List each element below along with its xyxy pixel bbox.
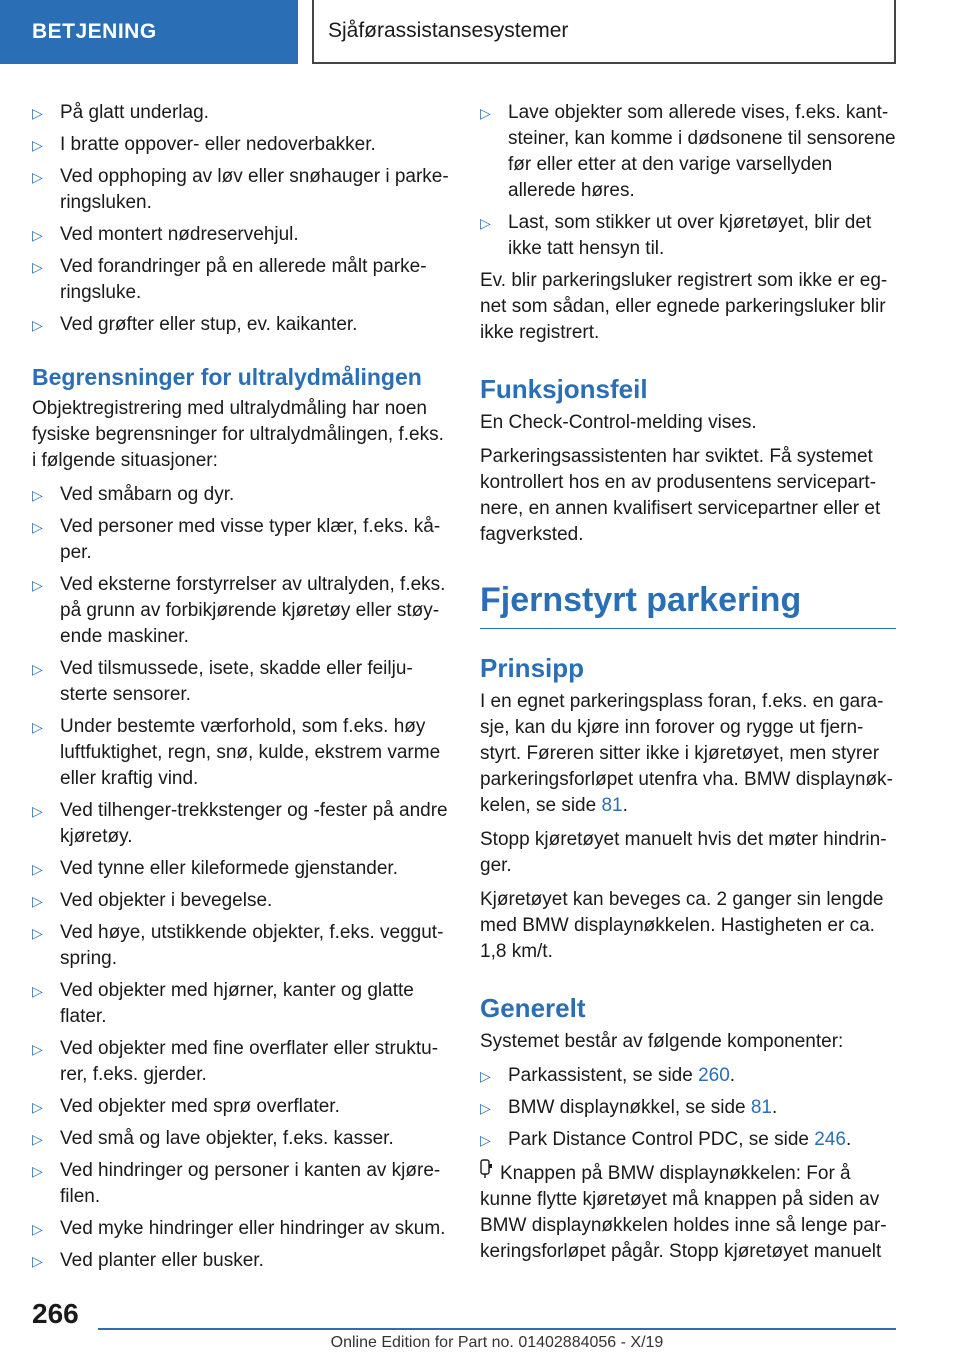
- triangle-bullet-icon: ▷: [32, 861, 43, 877]
- list-item: ▷ På glatt underlag.: [32, 100, 450, 126]
- list-item: ▷ Ved objekter med fine overflater eller strukturer, f.eks. gjerder.: [32, 1036, 450, 1088]
- triangle-bullet-icon: ▷: [32, 105, 43, 121]
- limitations-heading: Begrensninger for ultralydmålingen: [32, 364, 422, 390]
- general-heading: Generelt: [480, 993, 586, 1023]
- fault-paragraph-2: Parkeringsassistenten har sviktet. Få systemet kontrollert hos en av produsentens servicepartnere, en annen kvalifisert servicepartner eller et fagverksted.: [480, 446, 881, 545]
- triangle-bullet-icon: ▷: [32, 1221, 43, 1237]
- list-item: ▷ Ved montert nødreservehjul.: [32, 222, 450, 248]
- list-item: ▷ Ved personer med visse typer klær, f.eks. kåper.: [32, 514, 450, 566]
- list-item: ▷ Last, som stikker ut over kjøretøyet, blir det ikke tatt hensyn til.: [480, 210, 896, 262]
- triangle-bullet-icon: ▷: [32, 925, 43, 941]
- page-number: 266: [32, 1298, 79, 1329]
- triangle-bullet-icon: ▷: [32, 227, 43, 243]
- principle-heading: Prinsipp: [480, 653, 585, 683]
- list-item: ▷ Ved eksterne forstyrrelser av ultralyden, f.eks. på grunn av forbikjørende kjøretøy eller støyende maskiner.: [32, 572, 450, 650]
- triangle-bullet-icon: ▷: [32, 1099, 43, 1115]
- triangle-bullet-icon: ▷: [32, 317, 43, 333]
- list-item: ▷ Parkassistent, se side 260.: [480, 1063, 896, 1089]
- registration-paragraph: Ev. blir parkeringsluker registrert som ikke er egnet som sådan, eller egnede parkeringsluker blir ikke registrert.: [480, 270, 888, 343]
- triangle-bullet-icon: ▷: [32, 1253, 43, 1269]
- bullet-list-right-top: [480, 100, 896, 262]
- triangle-bullet-icon: ▷: [32, 719, 43, 735]
- left-column: [32, 100, 450, 1280]
- triangle-bullet-icon: ▷: [480, 1100, 491, 1116]
- section-title: BETJENING: [32, 20, 157, 43]
- triangle-bullet-icon: ▷: [32, 1131, 43, 1147]
- triangle-bullet-icon: ▷: [32, 519, 43, 535]
- general-intro: Systemet består av følgende komponenter:: [480, 1031, 844, 1052]
- list-item: ▷ Under bestemte værforhold, som f.eks. høy luftfuktighet, regn, snø, kulde, ekstrem varme eller kraftig vind.: [32, 714, 450, 792]
- limitations-intro: Objektregistrering med ultralydmåling har noen fysiske begrensninger for ultralydmålingen, f.eks. i følgende situasjoner:: [32, 398, 444, 471]
- key-button-paragraph: Knappen på BMW displaynøkkelen: For å kunne flytte kjøretøyet må knappen på siden av BMW displaynøkkelen holdes inne så lenge parkeringsforløpet pågår. Stopp kjøretøyet manuelt: [480, 1159, 896, 1265]
- list-item: ▷ Lave objekter som allerede vises, f.eks. kantsteiner, kan komme i dødsonene til sensorene før eller etter at den varige varsellyden allerede høres.: [480, 100, 896, 204]
- principle-paragraph-3: Kjøretøyet kan beveges ca. 2 ganger sin lengde med BMW displaynøkkelen. Hastigheten er ca. 1,8 km/t.: [480, 889, 884, 962]
- triangle-bullet-icon: ▷: [32, 259, 43, 275]
- bullet-list-top: [32, 100, 450, 338]
- page-link-260[interactable]: 260: [698, 1065, 730, 1086]
- list-item: ▷ Ved opphoping av løv eller snøhauger i parkeringsluken.: [32, 164, 450, 216]
- page-link-81[interactable]: 81: [601, 795, 623, 816]
- list-item: ▷ Park Distance Control PDC, se side 246.: [480, 1127, 896, 1153]
- triangle-bullet-icon: ▷: [32, 487, 43, 503]
- triangle-bullet-icon: ▷: [32, 893, 43, 909]
- right-column: [480, 100, 896, 1273]
- list-item: ▷ Ved forandringer på en allerede målt parkeringsluke.: [32, 254, 450, 306]
- list-item: ▷ Ved tynne eller kileformede gjenstander.: [32, 856, 450, 882]
- list-item: ▷ Ved høye, utstikkende objekter, f.eks. veggutspring.: [32, 920, 450, 972]
- list-item: ▷ Ved små og lave objekter, f.eks. kasser.: [32, 1126, 450, 1152]
- remote-parking-heading: Fjernstyrt parkering: [480, 578, 896, 629]
- triangle-bullet-icon: ▷: [480, 1068, 491, 1084]
- triangle-bullet-icon: ▷: [480, 105, 491, 121]
- footer-divider: [98, 1328, 896, 1330]
- list-item: ▷ Ved grøfter eller stup, ev. kaikanter.: [32, 312, 450, 338]
- footer-edition: Online Edition for Part no. 01402884056 - X/19: [330, 1334, 664, 1351]
- chapter-title: Sjåførassistansesystemer: [328, 19, 569, 42]
- page-link-81[interactable]: 81: [750, 1097, 772, 1118]
- fault-heading: Funksjonsfeil: [480, 374, 648, 404]
- triangle-bullet-icon: ▷: [32, 577, 43, 593]
- chapter-header: [312, 0, 896, 64]
- list-item: ▷ Ved tilhenger-trekkstenger og -fester på andre kjøretøy.: [32, 798, 450, 850]
- list-item: ▷ I bratte oppover- eller nedoverbakker.: [32, 132, 450, 158]
- triangle-bullet-icon: ▷: [32, 803, 43, 819]
- triangle-bullet-icon: ▷: [32, 661, 43, 677]
- list-item: ▷ Ved hindringer og personer i kanten av kjørefilen.: [32, 1158, 450, 1210]
- triangle-bullet-icon: ▷: [32, 1163, 43, 1179]
- triangle-bullet-icon: ▷: [480, 1132, 491, 1148]
- triangle-bullet-icon: ▷: [480, 215, 491, 231]
- triangle-bullet-icon: ▷: [32, 169, 43, 185]
- principle-paragraph-1: I en egnet parkeringsplass foran, f.eks. en garasje, kan du kjøre inn forover og rygge ut fjernstyrt. Føreren sitter ikke i kjøretøyet, men styrer parkeringsforløpet utenfra vha. BMW displaynøkkelen, se side 81.: [480, 691, 893, 816]
- list-item: ▷ BMW displaynøkkel, se side 81.: [480, 1095, 896, 1121]
- page-link-246[interactable]: 246: [814, 1129, 846, 1150]
- list-item: ▷ Ved objekter i bevegelse.: [32, 888, 450, 914]
- list-item: ▷ Ved planter eller busker.: [32, 1248, 450, 1274]
- list-item: ▷ Ved objekter med sprø overflater.: [32, 1094, 450, 1120]
- components-list: [480, 1063, 896, 1153]
- triangle-bullet-icon: ▷: [32, 137, 43, 153]
- triangle-bullet-icon: ▷: [32, 1041, 43, 1057]
- fault-paragraph-1: En Check-Control-melding vises.: [480, 412, 757, 433]
- bullet-list-limitations: [32, 482, 450, 1274]
- list-item: ▷ Ved tilsmussede, isete, skadde eller feiljusterte sensorer.: [32, 656, 450, 708]
- section-tab: [0, 0, 298, 64]
- list-item: ▷ Ved myke hindringer eller hindringer av skum.: [32, 1216, 450, 1242]
- triangle-bullet-icon: ▷: [32, 983, 43, 999]
- principle-paragraph-2: Stopp kjøretøyet manuelt hvis det møter hindringer.: [480, 829, 887, 876]
- list-item: ▷ Ved småbarn og dyr.: [32, 482, 450, 508]
- list-item: ▷ Ved objekter med hjørner, kanter og glatte flater.: [32, 978, 450, 1030]
- remote-key-button-icon: [480, 1159, 496, 1187]
